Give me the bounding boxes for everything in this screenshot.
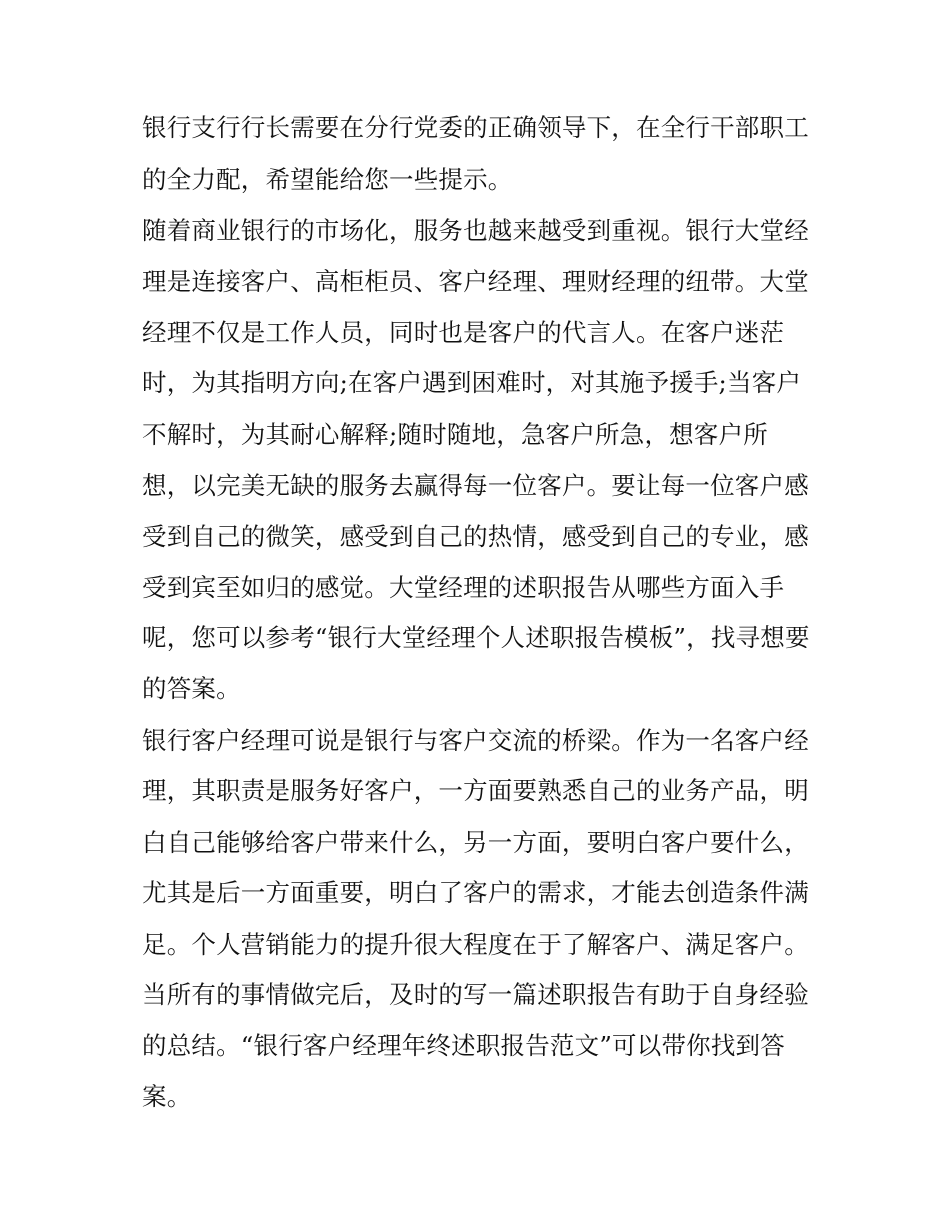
paragraph-1-line-1: 银行支行行长需要在分行党委的正确领导下，在全行干部职工 <box>142 113 809 142</box>
paragraph-3-line-4: 尤其是后一方面重要，明白了客户的需求，才能去创造条件满 <box>142 878 809 907</box>
paragraph-2-line-2: 理是连接客户、高柜柜员、客户经理、理财经理的纽带。大堂 <box>142 267 809 296</box>
paragraph-2-line-3: 经理不仅是工作人员，同时也是客户的代言人。在客户迷茫 <box>142 318 785 347</box>
paragraph-3-line-7: 的总结。“银行客户经理年终述职报告范文”可以带你找到答 <box>142 1031 785 1060</box>
paragraph-2-line-7: 受到自己的微笑，感受到自己的热情，感受到自己的专业，感 <box>142 522 809 551</box>
paragraph-2-line-6: 想，以完美无缺的服务去赢得每一位客户。要让每一位客户感 <box>142 471 809 500</box>
paragraph-1-line-2: 的全力配，希望能给您一些提示。 <box>142 165 513 194</box>
paragraph-2-line-10: 的答案。 <box>142 674 241 703</box>
paragraph-2-line-5: 不解时，为其耐心解释;随时随地，急客户所急，想客户所 <box>142 420 768 449</box>
paragraph-2-line-4: 时，为其指明方向;在客户遇到困难时，对其施予援手;当客户 <box>142 368 802 397</box>
paragraph-3-line-2: 理，其职责是服务好客户，一方面要熟悉自己的业务产品，明 <box>142 776 809 805</box>
paragraph-2-line-1: 随着商业银行的市场化，服务也越来越受到重视。银行大堂经 <box>142 216 809 245</box>
paragraph-3-line-3: 白自己能够给客户带来什么，另一方面，要明白客户要什么， <box>142 828 809 857</box>
paragraph-3-line-1: 银行客户经理可说是银行与客户交流的桥梁。作为一名客户经 <box>142 726 809 755</box>
paragraph-3-line-8: 案。 <box>142 1082 192 1111</box>
paragraph-2-line-8: 受到宾至如归的感觉。大堂经理的述职报告从哪些方面入手 <box>142 573 785 602</box>
paragraph-2-line-9: 呢，您可以参考“银行大堂经理个人述职报告模板”，找寻想要 <box>142 623 810 652</box>
paragraph-3-line-5: 足。个人营销能力的提升很大程度在于了解客户、满足客户。 <box>142 930 809 959</box>
paragraph-3-line-6: 当所有的事情做完后，及时的写一篇述职报告有助于自身经验 <box>142 980 809 1009</box>
